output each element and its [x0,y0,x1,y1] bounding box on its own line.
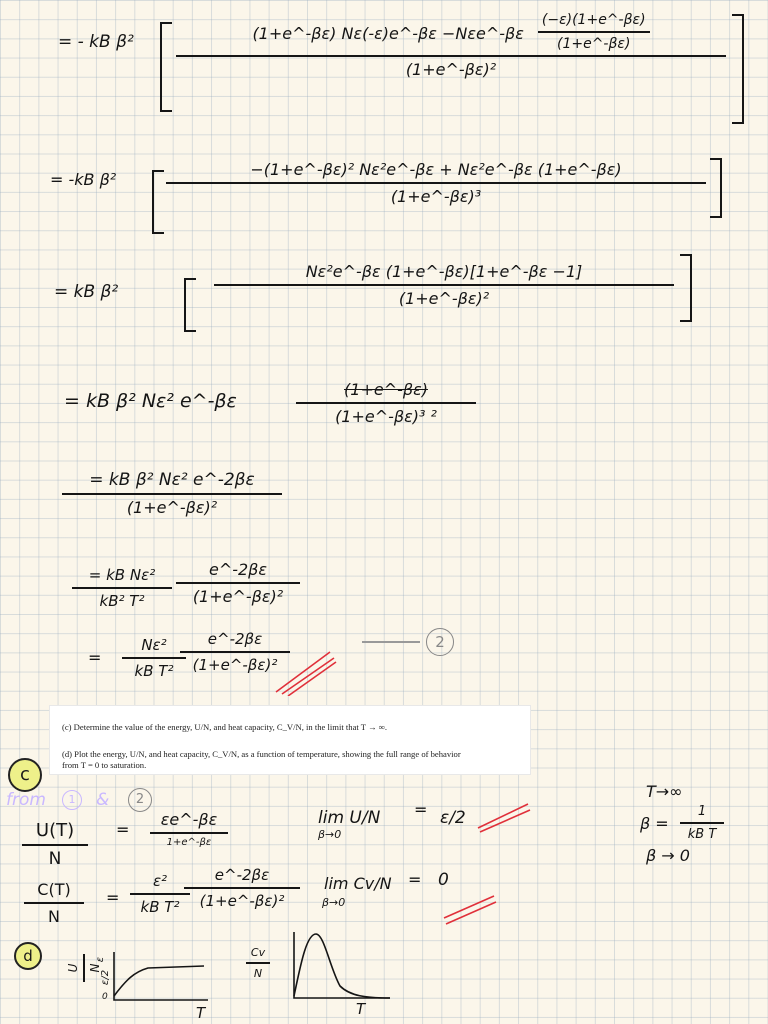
line1-numerator-text: (1+e^-βε) Nε(-ε)e^-βε −Nεe^-βε [252,24,524,43]
line2-right-bracket [710,158,722,218]
line7-frac2-num: e^-2βε [207,630,263,648]
ref2-circle: 2 [128,788,152,812]
c-axis-bar [246,962,270,964]
lim-u-red-check [474,798,534,834]
line6-frac1 [72,566,172,610]
line6-frac2-bar [176,582,300,584]
u-equals: = [116,820,130,839]
u-x-label: T [196,1004,206,1022]
lim-c-equals: = [408,870,422,889]
u-tick-top: ε [95,956,107,963]
u-axis-den: N [88,963,102,973]
u-axis-bar [83,954,85,982]
line3-right-bracket [680,254,692,322]
problem-statement-clip [50,706,530,774]
side-t-infinity: T→∞ [646,782,683,801]
line1-numerator [248,12,653,52]
line5-numerator: = kB β² Nε² e^-2βε [89,470,255,490]
line1-inner-num: (−ε)(1+e^-βε) [541,12,646,28]
u-vs-t-sketch [104,950,214,1004]
line5-denominator: (1+e^-βε)² [126,498,218,517]
line7-frac1-bar [122,657,186,659]
line7-frac1 [122,636,186,680]
line2-fraction [166,160,706,206]
u-tick-zero: 0 [102,992,108,1002]
u-lhs-den: N [48,849,62,869]
from-label [6,790,46,810]
line7-ref-circle: 2 [426,628,454,656]
line2-numerator: −(1+e^-βε)² Nε²e^-βε + Nε²e^-βε (1+e^-βε) [250,160,622,179]
line1-right-bracket [732,14,744,124]
lim-c-red-check [440,888,500,928]
line3-bar [214,284,674,286]
c-rhs2 [184,866,300,910]
question-c-text: (c) Determine the value of the energy, U/N, and heat capacity, C_V/N, in the limit that T → ∞. [62,722,388,732]
line4-prefix: = kB β² Nε² e^-βε [64,390,237,412]
u-rhs [150,810,228,848]
c-rhs2-bar [184,887,300,889]
question-d-text: (d) Plot the energy, U/N, and heat capacity, C_V/N, as a function of temperature, showing the full range of behavior [62,749,461,759]
line3-fraction [214,262,674,308]
line2-bar [166,182,706,184]
line1-bar [176,55,726,57]
u-axis-num: U [66,963,80,973]
side-beta-bar [680,822,724,824]
line6-frac2-num: e^-2βε [208,560,268,579]
line7-frac2-den: (1+e^-βε)² [192,656,278,674]
c-lhs-den: N [48,907,60,926]
lim-u: lim U/N [318,808,381,828]
u-lhs-num: U(T) [35,820,75,841]
line5-fraction [62,470,282,517]
line4-denominator: (1+e^-βε)³ ² [335,407,437,426]
lim-c-sub: β→0 [322,896,346,909]
line4-fraction [296,380,476,426]
c-equals: = [106,888,120,907]
line3-prefix: = kB β² [54,282,119,302]
lim-u-value: ε/2 [440,808,466,828]
line1-inner-den: (1+e^-βε) [556,36,631,52]
line6-frac2-den: (1+e^-βε)² [192,587,284,606]
line6-frac1-bar [72,587,172,589]
line6-frac2 [176,560,300,606]
lim-u-equals: = [414,800,428,819]
line7-equals: = [88,648,102,667]
lim-u-sub: β→0 [318,828,342,841]
c-lhs-num: C(T) [37,880,71,899]
line7-red-check-mark [272,646,338,696]
c-x-label: T [356,1000,366,1018]
line3-left-bracket [184,278,196,332]
lim-c-value: 0 [438,870,449,890]
side-beta-lhs: β = [640,814,669,833]
c-rhs1-den: kB T² [140,898,180,916]
u-rhs-den: 1+e^-βε [166,837,212,848]
side-beta-frac [680,804,724,842]
c-axis-label [246,946,270,980]
question-d-continuation: from T = 0 to saturation. [62,760,147,770]
side-beta-zero: β → 0 [646,846,690,865]
line1-prefix: = - kB β² [58,32,134,52]
lim-c: lim Cv/N [324,874,392,893]
u-tick-mid: ε/2 [100,969,112,986]
line3-denominator: (1+e^-βε)² [398,289,490,308]
c-rhs1-num: ε² [152,872,168,890]
u-rhs-bar [150,832,228,834]
c-axis-num: Cv [250,946,266,959]
u-rhs-num: εe^-βε [160,810,218,829]
c-rhs2-den: (1+e^-βε)² [199,892,285,910]
from-text: from [6,790,46,810]
line1-fraction [176,12,726,79]
part-c-label: c [8,758,42,792]
c-lhs-bar [24,902,84,904]
line4-numerator: (1+e^-βε) [344,380,428,399]
side-beta-den: kB T [687,827,717,842]
cv-vs-t-sketch [286,928,396,1004]
part-d-label: d [14,942,42,970]
line1-inner-fraction [538,12,650,52]
line1-inner-bar [538,31,650,33]
line2-denominator: (1+e^-βε)³ [390,187,482,206]
line5-bar [62,493,282,495]
line1-denominator: (1+e^-βε)² [405,60,497,79]
line7-frac1-den: kB T² [134,662,174,680]
line2-prefix: = -kB β² [50,170,117,189]
line7-frac1-num: Nε² [141,636,167,654]
c-rhs1-bar [130,893,190,895]
ampersand: & [96,790,110,810]
c-lhs [24,880,84,926]
line2-left-bracket [152,170,164,234]
u-lhs-bar [22,844,88,846]
c-axis-den: N [253,967,263,980]
line7-ref-dash [362,641,420,643]
line1-left-bracket [160,22,172,112]
c-rhs1 [130,872,190,916]
line4-bar [296,402,476,404]
line6-frac1-den: kB² T² [99,592,145,610]
side-beta-num: 1 [697,804,707,819]
ref1-circle: 1 [62,790,82,810]
c-rhs2-num: e^-2βε [214,866,270,884]
u-lhs [22,820,88,869]
line3-numerator: Nε²e^-βε (1+e^-βε)[1+e^-βε −1] [305,262,583,281]
line6-frac1-num: = kB Nε² [88,566,156,584]
